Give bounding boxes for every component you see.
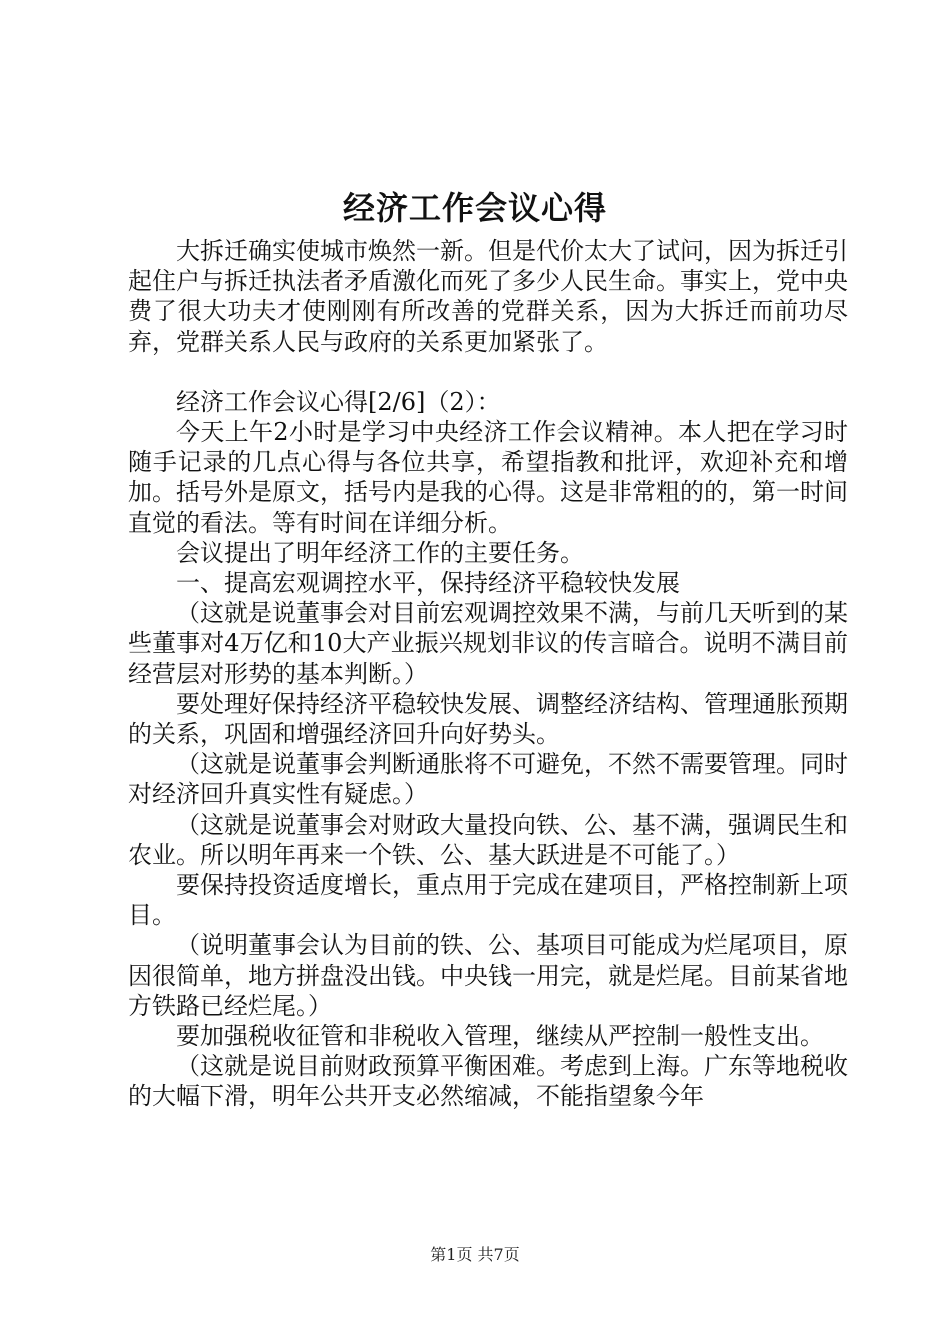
section-heading: 经济工作会议心得[2/6]（2）： — [176, 387, 501, 416]
paragraph: （说明董事会认为目前的铁、公、基项目可能成为烂尾项目，原因很简单，地方拼盘没出钱。中央钱一用完，就是烂尾。目前某省地方铁路已经烂尾。） — [128, 931, 848, 1020]
paragraph: 要加强税收征管和非税收入管理，继续从严控制一般性支出。 — [176, 1022, 824, 1051]
paragraph: 大拆迁确实使城市焕然一新。但是代价太大了试问，因为拆迁引起住户与拆迁执法者矛盾激化而死了多少人民生命。事实上，党中央费了很大功夫才使刚刚有所改善的党群关系，因为大拆迁而前功尽弃，党群关系人民与政府的关系更加紧张了。 — [128, 237, 848, 356]
paragraph: （这就是说董事会对财政大量投向铁、公、基不满，强调民生和农业。所以明年再来一个铁、公、基大跃进是不可能了。） — [128, 810, 848, 869]
paragraph: 要处理好保持经济平稳较快发展、调整经济结构、管理通胀预期的关系，巩固和增强经济回升向好势头。 — [128, 689, 848, 749]
document-title: 经济工作会议心得 — [342, 189, 607, 227]
paragraph: 今天上午2小时是学习中央经济工作会议精神。本人把在学习时随手记录的几点心得与各位共享，希望指教和批评，欢迎补充和增加。括号外是原文，括号内是我的心得。这是非常粗的的，第一时间直觉的看法。等有时间在详细分析。 — [128, 418, 848, 537]
paragraph: （这就是说董事会对目前宏观调控效果不满，与前几天听到的某些董事对4万亿和10大产业振兴规划非议的传言暗合。说明不满目前经营层对形势的基本判断。） — [128, 599, 848, 688]
paragraph: 一、提高宏观调控水平，保持经济平稳较快发展 — [176, 569, 680, 598]
paragraph: 要保持投资适度增长，重点用于完成在建项目，严格控制新上项目。 — [128, 871, 848, 930]
paragraph: （这就是说目前财政预算平衡困难。考虑到上海。广东等地税收的大幅下滑，明年公共开支必然缩减，不能指望象今年 — [128, 1052, 848, 1111]
paragraph: （这就是说董事会判断通胀将不可避免，不然不需要管理。同时对经济回升真实性有疑虑。） — [128, 750, 848, 809]
page-number: 第1页 共7页 — [430, 1245, 520, 1264]
paragraph: 会议提出了明年经济工作的主要任务。 — [176, 538, 584, 567]
document-body — [128, 236, 848, 1112]
